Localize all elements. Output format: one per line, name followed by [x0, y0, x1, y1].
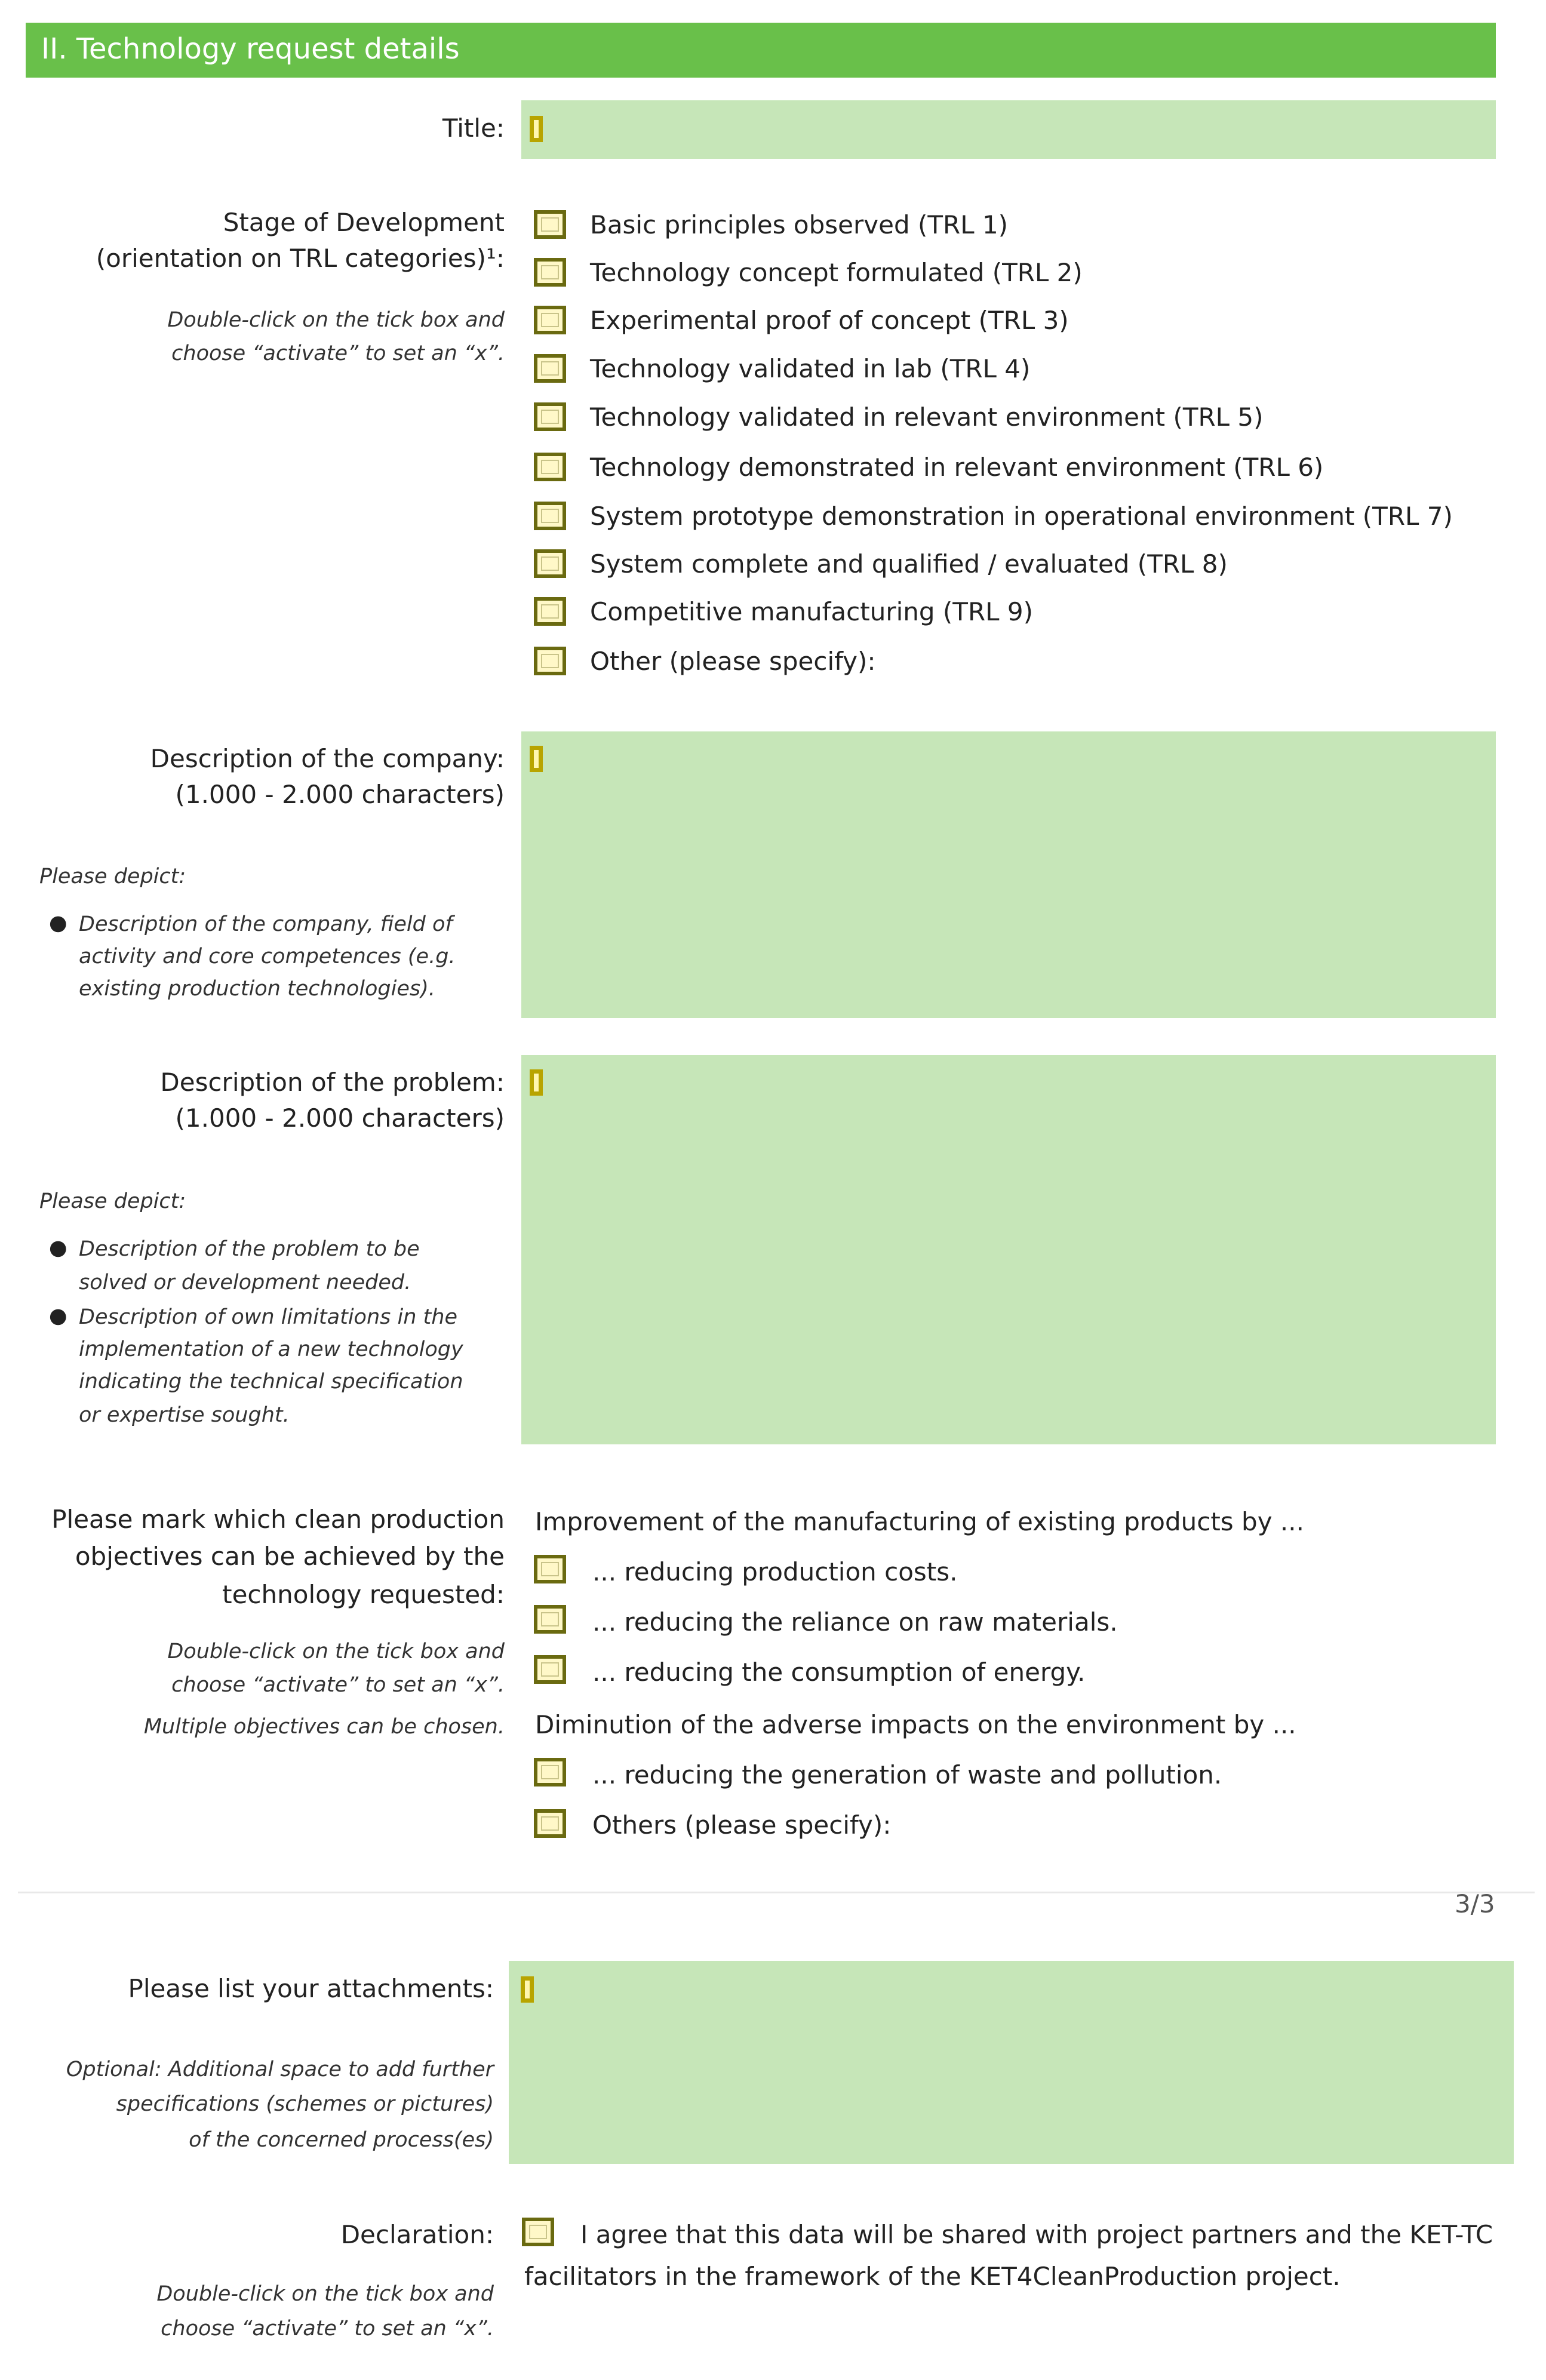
trl4-checkbox[interactable] — [534, 354, 566, 383]
objectives-hint-line1: Double-click on the tick box and — [167, 1640, 505, 1663]
trl7-label: System prototype demonstration in operational environment (TRL 7) — [590, 502, 1453, 531]
trl5-label: Technology validated in relevant environment (TRL 5) — [590, 402, 1264, 432]
section-header — [26, 23, 1496, 78]
objectives-group2-heading: Diminution of the adverse impacts on the environment by ... — [535, 1710, 1296, 1739]
reduce-energy-label: ... reducing the consumption of energy. — [592, 1658, 1086, 1687]
reduce-raw-materials-checkbox[interactable] — [534, 1605, 566, 1634]
company-label-line1: Description of the company: — [150, 744, 505, 773]
trl2-label: Technology concept formulated (TRL 2) — [590, 258, 1083, 287]
trl5-checkbox[interactable] — [534, 402, 566, 431]
trl6-checkbox[interactable] — [534, 453, 566, 481]
reduce-raw-materials-label: ... reducing the reliance on raw materials. — [592, 1607, 1118, 1637]
trl1-checkbox[interactable] — [534, 210, 566, 239]
objectives-label-line3: technology requested: — [222, 1580, 505, 1609]
reduce-waste-checkbox[interactable] — [534, 1758, 566, 1786]
objectives-label-line1: Please mark which clean production — [51, 1505, 505, 1534]
problem-description-input[interactable] — [521, 1055, 1496, 1444]
problem-hint-b2-line2: implementation of a new technology — [79, 1337, 463, 1361]
company-description-input[interactable] — [521, 731, 1496, 1018]
trl3-label: Experimental proof of concept (TRL 3) — [590, 306, 1069, 335]
company-hint-line1: Description of the company, field of — [79, 912, 453, 936]
reduce-costs-checkbox[interactable] — [534, 1555, 566, 1583]
problem-hint-b2-line3: indicating the technical specification — [79, 1370, 463, 1394]
objectives-label-line2: objectives can be achieved by the — [75, 1542, 505, 1571]
reduce-energy-checkbox[interactable] — [534, 1655, 566, 1684]
text-cursor-icon — [521, 1976, 534, 2003]
text-cursor-icon — [530, 1069, 543, 1096]
trl9-checkbox[interactable] — [534, 597, 566, 626]
attachments-hint-line3: of the concerned process(es) — [189, 2128, 494, 2152]
text-cursor-icon — [530, 116, 543, 142]
problem-label-line2: (1.000 - 2.000 characters) — [175, 1103, 505, 1133]
problem-label-line1: Description of the problem: — [160, 1068, 505, 1097]
company-hint-line2: activity and core competences (e.g. — [79, 945, 456, 968]
objectives-others-checkbox[interactable] — [534, 1809, 566, 1838]
trl-other-checkbox[interactable] — [534, 647, 566, 675]
company-label-line2: (1.000 - 2.000 characters) — [175, 780, 505, 809]
declaration-hint-line1: Double-click on the tick box and — [156, 2282, 494, 2306]
declaration-text-line2: facilitators in the framework of the KET4CleanProduction project. — [524, 2262, 1341, 2291]
company-hint-title: Please depict: — [39, 865, 186, 888]
attachments-input[interactable] — [509, 1961, 1514, 2164]
trl2-checkbox[interactable] — [534, 258, 566, 287]
trl3-checkbox[interactable] — [534, 306, 566, 334]
stage-hint-line1: Double-click on the tick box and — [167, 308, 505, 332]
company-hint-line3: existing production technologies). — [79, 977, 435, 1001]
attachments-hint-line2: specifications (schemes or pictures) — [116, 2092, 494, 2116]
stage-hint-line2: choose “activate” to set an “x”. — [171, 342, 505, 365]
problem-hint-b2-line4: or expertise sought. — [79, 1403, 290, 1427]
trl7-checkbox[interactable] — [534, 502, 566, 530]
bullet-icon: ● — [49, 911, 67, 935]
text-cursor-icon — [530, 746, 543, 772]
reduce-costs-label: ... reducing production costs. — [592, 1557, 958, 1586]
bullet-icon: ● — [49, 1304, 67, 1328]
problem-hint-title: Please depict: — [39, 1189, 186, 1213]
objectives-hint-line2: choose “activate” to set an “x”. — [171, 1673, 505, 1697]
title-input[interactable] — [521, 100, 1496, 159]
trl8-checkbox[interactable] — [534, 549, 566, 578]
trl8-label: System complete and qualified / evaluated (TRL 8) — [590, 549, 1228, 579]
problem-hint-b2-line1: Description of own limitations in the — [79, 1305, 457, 1329]
trl-other-label: Other (please specify): — [590, 647, 876, 676]
bullet-icon: ● — [49, 1236, 67, 1260]
trl4-label: Technology validated in lab (TRL 4) — [590, 354, 1031, 383]
declaration-hint-line2: choose “activate” to set an “x”. — [161, 2317, 494, 2341]
attachments-label: Please list your attachments: — [128, 1974, 494, 2003]
declaration-checkbox[interactable] — [522, 2218, 554, 2246]
problem-hint-b1-line2: solved or development needed. — [79, 1271, 411, 1294]
page-number: 3/3 — [1455, 1889, 1495, 1918]
stage-label-line1: Stage of Development — [223, 208, 505, 237]
objectives-others-label: Others (please specify): — [592, 1810, 892, 1840]
problem-hint-b1-line1: Description of the problem to be — [79, 1237, 420, 1261]
page-divider — [18, 1892, 1535, 1893]
section-title: II. Technology request details — [41, 32, 460, 66]
stage-label-line2: (orientation on TRL categories)¹: — [96, 244, 505, 273]
trl6-label: Technology demonstrated in relevant environment (TRL 6) — [590, 453, 1324, 482]
trl9-label: Competitive manufacturing (TRL 9) — [590, 597, 1033, 626]
objectives-hint-line3: Multiple objectives can be chosen. — [143, 1715, 505, 1739]
declaration-text-line1: I agree that this data will be shared with project partners and the KET-TC — [580, 2220, 1493, 2249]
trl1-label: Basic principles observed (TRL 1) — [590, 210, 1009, 239]
objectives-group1-heading: Improvement of the manufacturing of existing products by ... — [535, 1507, 1304, 1536]
reduce-waste-label: ... reducing the generation of waste and pollution. — [592, 1760, 1222, 1789]
attachments-hint-line1: Optional: Additional space to add further — [66, 2058, 494, 2081]
declaration-label: Declaration: — [340, 2220, 494, 2249]
title-label: Title: — [442, 113, 505, 143]
